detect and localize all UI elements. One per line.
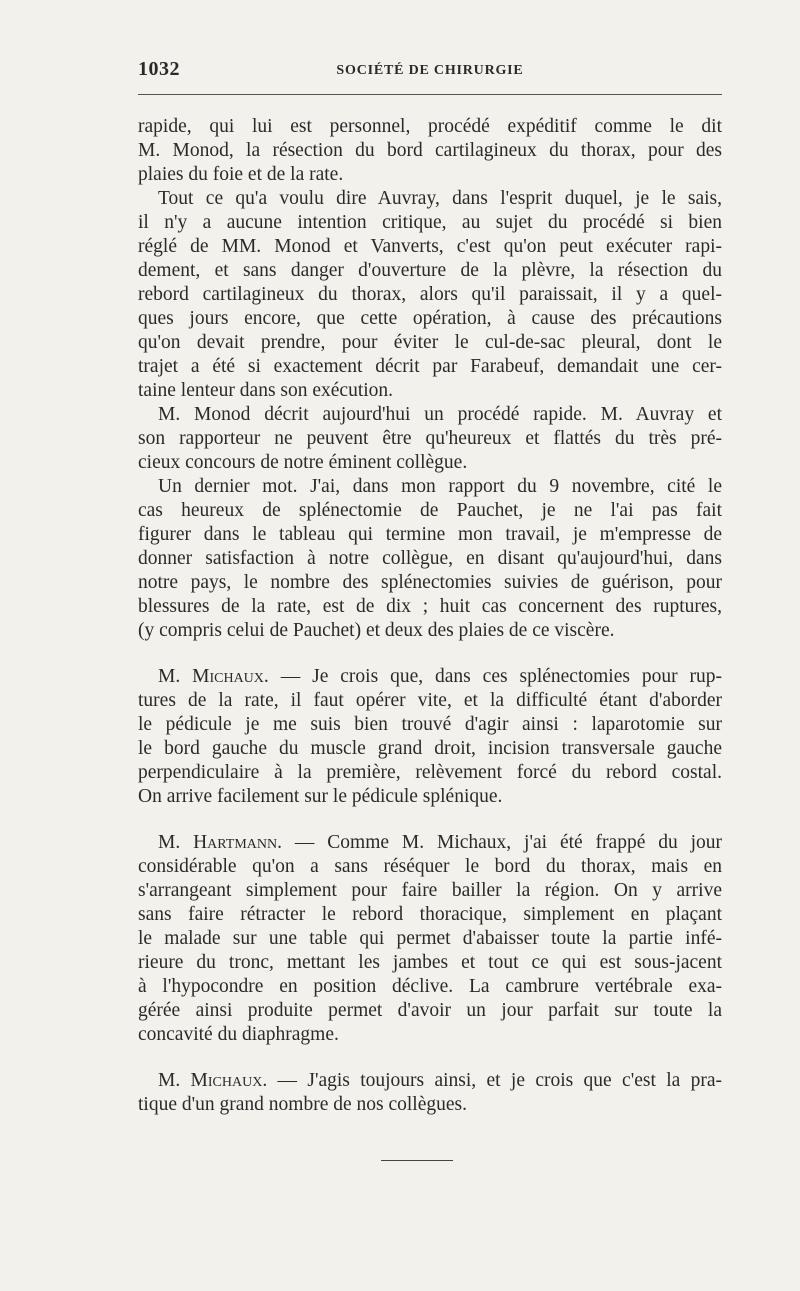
- text-line: perpendiculaire à la première, relèvement forcé du rebord costal.: [138, 762, 722, 783]
- speaker-name: M. Hartmann.: [158, 832, 282, 853]
- text-line: rapide, qui lui est personnel, procédé expéditif comme le dit: [138, 116, 722, 137]
- text-line: On arrive facilement sur le pédicule splénique.: [138, 786, 503, 807]
- text-line: notre pays, le nombre des splénectomies suivies de guérison, pour: [138, 572, 722, 593]
- body-text: [138, 115, 722, 1117]
- speaker-name: M. Michaux.: [158, 1070, 268, 1091]
- speech-text: Je crois que, dans ces splénectomies pour rup-: [312, 666, 722, 687]
- text-line: (y compris celui de Pauchet) et deux des plaies de ce viscère.: [138, 620, 615, 641]
- text-line: plaies du foie et de la rate.: [138, 164, 344, 185]
- text-line: le bord gauche du muscle grand droit, incision transversale gauche: [138, 738, 722, 759]
- text-line: il n'y a aucune intention critique, au sujet du procédé si bien: [138, 212, 722, 233]
- speech-text: J'agis toujours ainsi, et je crois que c'est la pra-: [307, 1070, 722, 1091]
- speaker-dash: —: [267, 1070, 308, 1091]
- text-line: donner satisfaction à notre collègue, en disant qu'aujourd'hui, dans: [138, 548, 722, 569]
- text-line: réglé de MM. Monod et Vanverts, c'est qu'on peut exécuter rapi-: [138, 236, 722, 257]
- text-line: considérable qu'on a sans réséquer le bord du thorax, mais en: [138, 856, 722, 877]
- text-line: son rapporteur ne peuvent être qu'heureux et flattés du très pré-: [138, 428, 722, 449]
- text-line: blessures de la rate, est de dix ; huit cas concernent des ruptures,: [138, 596, 722, 617]
- text-line: s'arrangeant simplement pour faire bailler la région. On y arrive: [138, 880, 722, 901]
- paragraph: [138, 475, 722, 643]
- text-line: tique d'un grand nombre de nos collègues.: [138, 1094, 467, 1115]
- paragraph-gap: [138, 643, 722, 665]
- text-line: figurer dans le tableau qui termine mon travail, je m'empresse de: [138, 524, 722, 545]
- intervention: [138, 831, 722, 1047]
- text-line: Tout ce qu'a voulu dire Auvray, dans l'esprit duquel, je le sais,: [158, 188, 722, 209]
- intervention: [138, 1069, 722, 1117]
- text-line: à l'hypocondre en position déclive. La cambrure vertébrale exa-: [138, 976, 722, 997]
- text-line: rieure du tronc, mettant les jambes et tout ce qui est sous-jacent: [138, 952, 722, 973]
- text-line: taine lenteur dans son exécution.: [138, 380, 394, 401]
- page-header: [138, 58, 722, 84]
- text-line: Un dernier mot. J'ai, dans mon rapport du 9 novembre, cité le: [158, 476, 722, 497]
- paragraph: [138, 187, 722, 403]
- paragraph-gap: [138, 809, 722, 831]
- page-number: 1032: [138, 58, 180, 80]
- text-line: cas heureux de splénectomie de Pauchet, je ne l'ai pas fait: [138, 500, 722, 521]
- text-line: rebord cartilagineux du thorax, alors qu'il paraissait, il y a quel-: [138, 284, 722, 305]
- header-rule: [138, 94, 722, 95]
- text-line: cieux concours de notre éminent collègue.: [138, 452, 468, 473]
- speaker-name: M. Michaux.: [158, 666, 269, 687]
- text-line: le malade sur une table qui permet d'abaisser toute la partie infé-: [138, 928, 722, 949]
- text-line: ques jours encore, que cette opération, à cause des précautions: [138, 308, 722, 329]
- text-line: concavité du diaphragme.: [138, 1024, 339, 1045]
- text-line: [138, 831, 722, 855]
- intervention: [138, 665, 722, 809]
- text-line: trajet a été si exactement décrit par Farabeuf, demandait une cer-: [138, 356, 722, 377]
- text-line: dement, et sans danger d'ouverture de la plèvre, la résection du: [138, 260, 722, 281]
- running-title: SOCIÉTÉ DE CHIRURGIE: [336, 63, 524, 78]
- speaker-dash: —: [268, 666, 313, 687]
- end-rule: [381, 1160, 453, 1161]
- text-line: M. Monod, la résection du bord cartilagineux du thorax, pour des: [138, 140, 722, 161]
- text-line: le pédicule je me suis bien trouvé d'agir ainsi : laparotomie sur: [138, 714, 722, 735]
- speech-text: Comme M. Michaux, j'ai été frappé du jour: [327, 832, 723, 853]
- text-line: qu'on devait prendre, pour éviter le cul-de-sac pleural, dont le: [138, 332, 722, 353]
- speaker-dash: —: [282, 832, 328, 853]
- paragraph-gap: [138, 1047, 722, 1069]
- text-line: M. Monod décrit aujourd'hui un procédé rapide. M. Auvray et: [158, 404, 722, 425]
- paragraph: [138, 115, 722, 187]
- paragraph: [138, 403, 722, 475]
- text-line: gérée ainsi produite permet d'avoir un jour parfait sur toute la: [138, 1000, 722, 1021]
- text-line: [138, 665, 722, 689]
- text-line: sans faire rétracter le rebord thoracique, simplement en plaçant: [138, 904, 722, 925]
- text-line: [138, 1069, 722, 1093]
- text-line: tures de la rate, il faut opérer vite, et la difficulté étant d'aborder: [138, 690, 722, 711]
